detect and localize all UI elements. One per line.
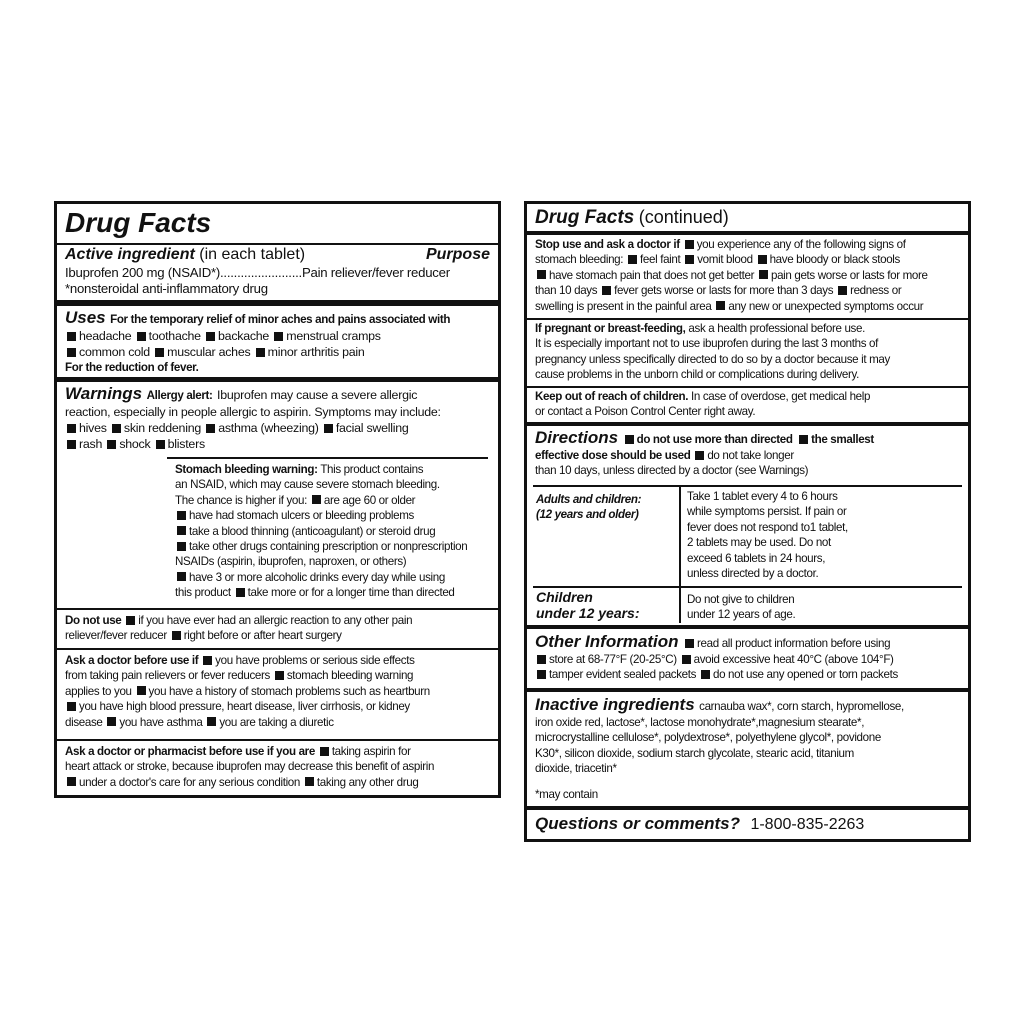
label-text: 2 tablets may be used. Do not [687,536,831,550]
label-text: Pain reliever/fever reducer [301,265,450,280]
label-text: toothache [148,329,201,343]
label-text: hives [79,421,107,435]
label-text: unless directed by a doctor. [687,567,819,581]
label-text: ........................ [220,265,302,280]
drug-facts-panel-right [524,201,971,842]
bullet-icon [275,671,284,680]
bullet-icon [625,435,634,444]
label-text: take other drugs containing prescription or nonprescription [189,540,468,554]
label-text: minor arthritis pain [267,345,365,359]
label-text: common cold [79,345,150,359]
label-text: fever gets worse or lasts for more than 3 days [614,284,834,298]
label-text: (12 years and older) [536,508,639,522]
label-text: an NSAID, which may cause severe stomach bleeding. [175,478,440,492]
label-text: Children [536,589,593,605]
bullet-icon [206,332,215,341]
label-text: facial swelling [335,421,409,435]
label-text: skin reddening [123,421,201,435]
bullet-icon [67,440,76,449]
drug-facts-title [57,207,498,239]
label-text: Take 1 tablet every 4 to 6 hours [687,490,838,503]
label-text: Ibuprofen 200 mg (NSAID*) [65,265,221,280]
bullet-icon [107,440,116,449]
bullet-icon [312,495,321,504]
drug-facts-continued-title [527,206,968,229]
label-text: reaction, especially in people allergic to aspirin. Symptoms may include: [65,405,441,419]
label-text: Other Information [535,632,679,651]
label-text: Inactive ingredients [535,695,695,714]
label-text: Ibuprofen may cause a severe allergic [217,388,418,402]
label-text: taking aspirin for [331,745,411,758]
bullet-icon [137,686,146,695]
label-text: cause problems in the unborn child or complications during delivery. [535,368,859,382]
drug-facts-panel-left [54,201,501,798]
phone-number: 1-800-835-2263 [750,816,865,833]
label-text: headache [79,329,132,343]
label-text: under a doctor's care for any serious condition [79,775,300,789]
bullet-icon [155,348,164,357]
label-text: Drug Facts [535,207,635,228]
label-text: Keep out of reach of children. [535,390,689,403]
label-text: take a blood thinning (anticoagulant) or steroid drug [189,524,436,538]
label-text: feel faint [640,253,681,267]
label-text: Ask a doctor or pharmacist before use if you are [65,745,315,758]
children-directions [687,592,795,623]
inactive-ingredients-section [527,695,968,802]
label-text: under 12 years: [536,605,640,621]
bullet-icon [716,301,725,310]
bullet-icon [602,286,611,295]
label-text: Do not give to children [687,593,795,606]
label-text: This product contains [320,463,424,476]
label-text: you experience any of the following signs of [696,238,906,251]
label-text: Adults and children: [536,493,642,506]
label-text: disease [65,715,103,729]
label-text: you have problems or serious side effects [215,654,415,667]
label-text: this product [175,586,231,600]
bullet-icon [682,655,691,664]
bullet-icon [177,572,186,581]
bullet-icon [67,348,76,357]
label-text: NSAIDs (aspirin, ibuprofen, naproxen, or others) [175,555,407,569]
bullet-icon [256,348,265,357]
bullet-icon [324,424,333,433]
label-text: while symptoms persist. If pain or [687,505,847,519]
label-text: do not use more than directed [636,433,793,446]
bullet-icon [67,777,76,786]
bullet-icon [67,702,76,711]
label-text: menstrual cramps [286,329,381,343]
label-text: *nonsteroidal anti-inflammatory drug [65,281,268,296]
bullet-icon [177,542,186,551]
warnings-section [57,384,498,452]
label-text: right before or after heart surgery [183,629,342,643]
bullet-icon [695,451,704,460]
label-text: you have asthma [119,715,203,729]
label-text: pain gets worse or lasts for more [770,268,928,282]
bullet-icon [274,332,283,341]
label-text: effective dose should be used [535,449,691,462]
label-text: K30*, silicon dioxide, sodium starch glycolate, stearic acid, titanium [535,746,854,760]
bullet-icon [685,255,694,264]
label-text: backache [218,329,270,343]
bullet-icon [799,435,808,444]
label-text: the smallest [811,433,874,446]
label-text: pregnancy unless specifically directed to do so by a doctor because it may [535,352,890,366]
label-text: reliever/fever reducer [65,629,167,643]
bullet-icon [156,440,165,449]
label-text: than 10 days [535,284,598,298]
bullet-icon [759,270,768,279]
bullet-icon [112,424,121,433]
label-text: Uses [65,308,106,327]
label-text: Directions [535,428,619,447]
bullet-icon [177,511,186,520]
bullet-icon [107,717,116,726]
keep-out-of-reach-section [527,389,968,420]
label-text: Warnings [65,384,143,403]
label-text: stomach bleeding: [535,253,624,267]
ask-pharmacist-section [57,744,498,790]
label-text: are age 60 or older [323,493,416,507]
questions-section [527,814,968,834]
children-label [536,589,640,621]
bullet-icon [685,639,694,648]
other-information-section [527,632,968,683]
label-text: Purpose [425,246,490,263]
label-text: For the temporary relief of minor aches and pains associated with [110,313,451,326]
label-text: any new or unexpected symptoms occur [728,299,924,313]
bullet-icon [67,424,76,433]
stomach-bleeding-warning [169,462,498,601]
label-text: asthma (wheezing) [218,421,319,435]
bullet-icon [172,631,181,640]
label-text: under 12 years of age. [687,608,796,622]
label-text: For the reduction of fever. [65,361,199,374]
label-text: In case of overdose, get medical help [691,390,871,403]
label-text: The chance is higher if you: [175,493,307,507]
bullet-icon [203,656,212,665]
label-text: from taking pain relievers or fever reducers [65,669,270,683]
bullet-icon [236,588,245,597]
label-text: tamper evident sealed packets [549,668,697,682]
label-text: rash [79,437,103,451]
bullet-icon [701,670,710,679]
label-text: Ask a doctor before use if [65,654,199,667]
label-text: heart attack or stroke, because ibuprofen may decrease this benefit of aspirin [65,760,435,774]
label-text: stomach bleeding warning [286,669,414,683]
label-text: muscular aches [167,345,251,359]
adults-label [536,492,641,523]
directions-section [527,428,968,479]
label-text: carnauba wax*, corn starch, hypromellose, [699,700,904,713]
bullet-icon [126,616,135,625]
label-text: microcrystalline cellulose*, polydextrose*, polyethylene glycol*, povidone [535,731,881,745]
label-text: have had stomach ulcers or bleeding problems [189,509,414,523]
bullet-icon [537,670,546,679]
bullet-icon [137,332,146,341]
label-text: ask a health professional before use. [688,322,865,335]
label-text: Drug Facts [65,207,212,238]
bullet-icon [177,526,186,535]
label-text: applies to you [65,684,132,698]
bullet-icon [838,286,847,295]
label-text: have 3 or more alcoholic drinks every day while using [189,570,445,584]
label-text: read all product information before using [697,637,891,650]
bullet-icon [685,240,694,249]
bullet-icon [537,655,546,664]
label-text: have stomach pain that does not get better [549,268,755,282]
label-text: shock [119,437,151,451]
bullet-icon [537,270,546,279]
label-text: redness or [850,284,902,298]
label-text: do not use any opened or torn packets [712,668,898,682]
label-text: dioxide, triacetin* [535,762,617,776]
bullet-icon [628,255,637,264]
label-text: iron oxide red, lactose*, lactose monohydrate*,magnesium stearate*, [535,716,865,729]
label-text: *may contain [535,787,598,801]
label-text: avoid excessive heat 40°C (above 104°F) [693,653,894,666]
bullet-icon [206,424,215,433]
label-text: Stomach bleeding warning: [175,463,318,476]
bullet-icon [207,717,216,726]
label-text: Do not use [65,614,122,627]
label-text: or contact a Poison Control Center right away. [535,405,756,419]
label-text: swelling is present in the painful area [535,299,712,313]
label-text: Active ingredient [65,246,195,263]
label-text: than 10 days, unless directed by a doctor (see Warnings) [535,464,809,478]
bullet-icon [67,332,76,341]
label-text: (in each tablet) [199,246,306,263]
label-text: blisters [167,437,205,451]
adults-directions [687,489,848,581]
label-text: exceed 6 tablets in 24 hours, [687,551,826,565]
pregnancy-section [527,321,968,383]
bullet-icon [320,747,329,756]
uses-section [57,308,498,375]
label-text: store at 68-77°F (20-25°C) [549,653,677,666]
label-text: vomit blood [697,253,753,267]
label-text: If pregnant or breast-feeding, [535,322,686,335]
label-text: you have high blood pressure, heart disease, liver cirrhosis, or kidney [79,700,410,714]
label-text: take more or for a longer time than directed [247,586,455,600]
label-text: It is especially important not to use ibuprofen during the last 3 months of [535,337,879,351]
label-text: if you have ever had an allergic reaction to any other pain [138,614,413,627]
bullet-icon [758,255,767,264]
label-text: taking any other drug [316,775,419,789]
label-text: have bloody or black stools [769,253,900,267]
label-text: Stop use and ask a doctor if [535,238,680,251]
label-text: do not take longer [707,449,794,462]
stop-use-section [527,237,968,314]
bullet-icon [305,777,314,786]
label-text: (continued) [638,207,729,227]
label-text: fever does not respond to1 tablet, [687,520,848,534]
label-text: Allergy alert: [146,389,213,402]
label-text: you have a history of stomach problems such as heartburn [148,684,430,698]
do-not-use-section [57,613,498,644]
active-ingredient-section [57,244,498,297]
label-text: you are taking a diuretic [219,715,334,729]
label-text: Questions or comments? [535,814,740,833]
ask-doctor-section [57,653,498,730]
